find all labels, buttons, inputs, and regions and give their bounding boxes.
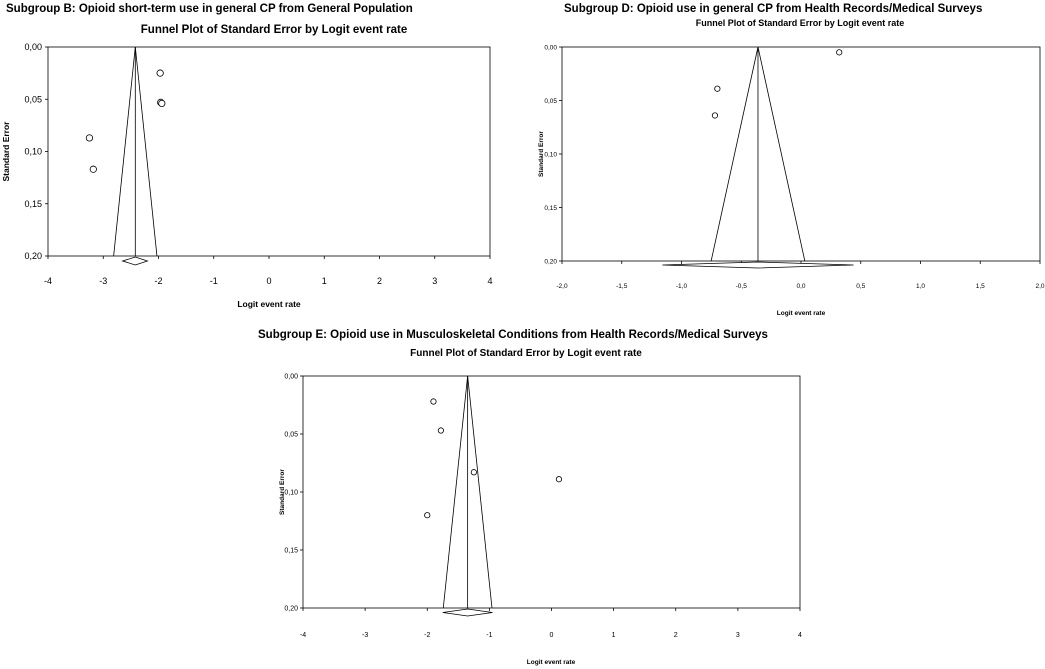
x-tick-label: 1,0: [915, 283, 926, 290]
y-tick-label: 0,15: [24, 198, 42, 209]
y-axis-label: Standard Error: [279, 469, 286, 515]
x-tick-label: 1: [321, 276, 327, 286]
funnel-right-limit: [468, 376, 492, 608]
y-tick-label: 0,10: [544, 151, 557, 159]
chart-title: Funnel Plot of Standard Error by Logit event rate: [410, 348, 642, 359]
subgroup-b-title: Subgroup B: Opioid short-term use in general CP from General Population: [6, 3, 413, 15]
study-point: [431, 399, 436, 404]
y-tick-label: 0,20: [24, 251, 42, 262]
x-tick-label: 1,5: [975, 283, 985, 290]
y-tick-label: 0,05: [24, 94, 42, 105]
study-point: [556, 477, 561, 482]
y-tick-label: 0,15: [284, 547, 298, 555]
y-axis-label: Standard Error: [538, 131, 545, 177]
study-point: [471, 470, 476, 475]
x-tick-label: 0,5: [856, 283, 866, 290]
x-tick-label: 1: [611, 632, 616, 639]
x-tick-label: -2: [424, 632, 431, 639]
y-tick-label: 0,20: [284, 605, 298, 613]
y-tick-label: 0,10: [284, 489, 298, 497]
x-tick-label: 2: [376, 276, 383, 286]
study-point: [438, 428, 443, 433]
x-tick-label: -1,0: [675, 283, 688, 290]
subgroup-d-title: Subgroup D: Opioid use in general CP from Health Records/Medical Surveys: [564, 3, 983, 15]
y-tick-label: 0,20: [544, 258, 557, 266]
y-tick-label: 0,05: [284, 431, 298, 439]
y-tick-label: 0,10: [24, 146, 42, 157]
y-tick-label: 0,05: [544, 97, 557, 105]
study-point: [425, 513, 430, 518]
x-axis-label: Logit event rate: [526, 659, 576, 666]
y-axis-label: Standard Error: [1, 121, 11, 182]
x-tick-label: 0,0: [796, 283, 806, 290]
funnel-left-limit: [443, 376, 467, 608]
x-tick-label: -4: [299, 632, 307, 639]
x-tick-label: 2: [673, 632, 678, 639]
x-tick-label: 3: [735, 632, 740, 639]
x-tick-label: -3: [362, 632, 369, 639]
x-tick-label: -0,5: [735, 283, 747, 290]
subgroup-e-title: Subgroup E: Opioid use in Musculoskeletal Conditions from Health Records/Medical Surveys: [258, 329, 768, 341]
x-tick-label: -1,5: [616, 283, 628, 290]
x-tick-label: -1: [209, 276, 218, 286]
summary-diamond: [443, 609, 493, 616]
x-tick-label: -1: [486, 632, 493, 639]
y-tick-label: 0,00: [24, 42, 42, 53]
x-tick-label: 0: [549, 632, 554, 639]
x-tick-label: -3: [99, 276, 108, 286]
y-tick-label: 0,15: [544, 204, 557, 212]
x-tick-label: -2,0: [556, 283, 568, 290]
y-tick-label: 0,00: [544, 44, 557, 52]
x-tick-label: 4: [487, 276, 493, 286]
x-axis-label: Logit event rate: [776, 310, 826, 317]
x-tick-label: 2,0: [1035, 283, 1045, 290]
x-tick-label: 0: [266, 276, 272, 286]
plot-area: [303, 376, 800, 608]
x-tick-label: 3: [432, 276, 438, 286]
x-tick-label: -2: [154, 276, 163, 286]
x-axis-label: Logit event rate: [237, 299, 301, 309]
chart-title: Funnel Plot of Standard Error by Logit event rate: [695, 18, 905, 28]
chart-title: Funnel Plot of Standard Error by Logit event rate: [140, 24, 408, 36]
x-tick-label: 4: [798, 632, 802, 639]
y-tick-label: 0,00: [284, 373, 298, 381]
x-tick-label: -4: [43, 276, 53, 286]
